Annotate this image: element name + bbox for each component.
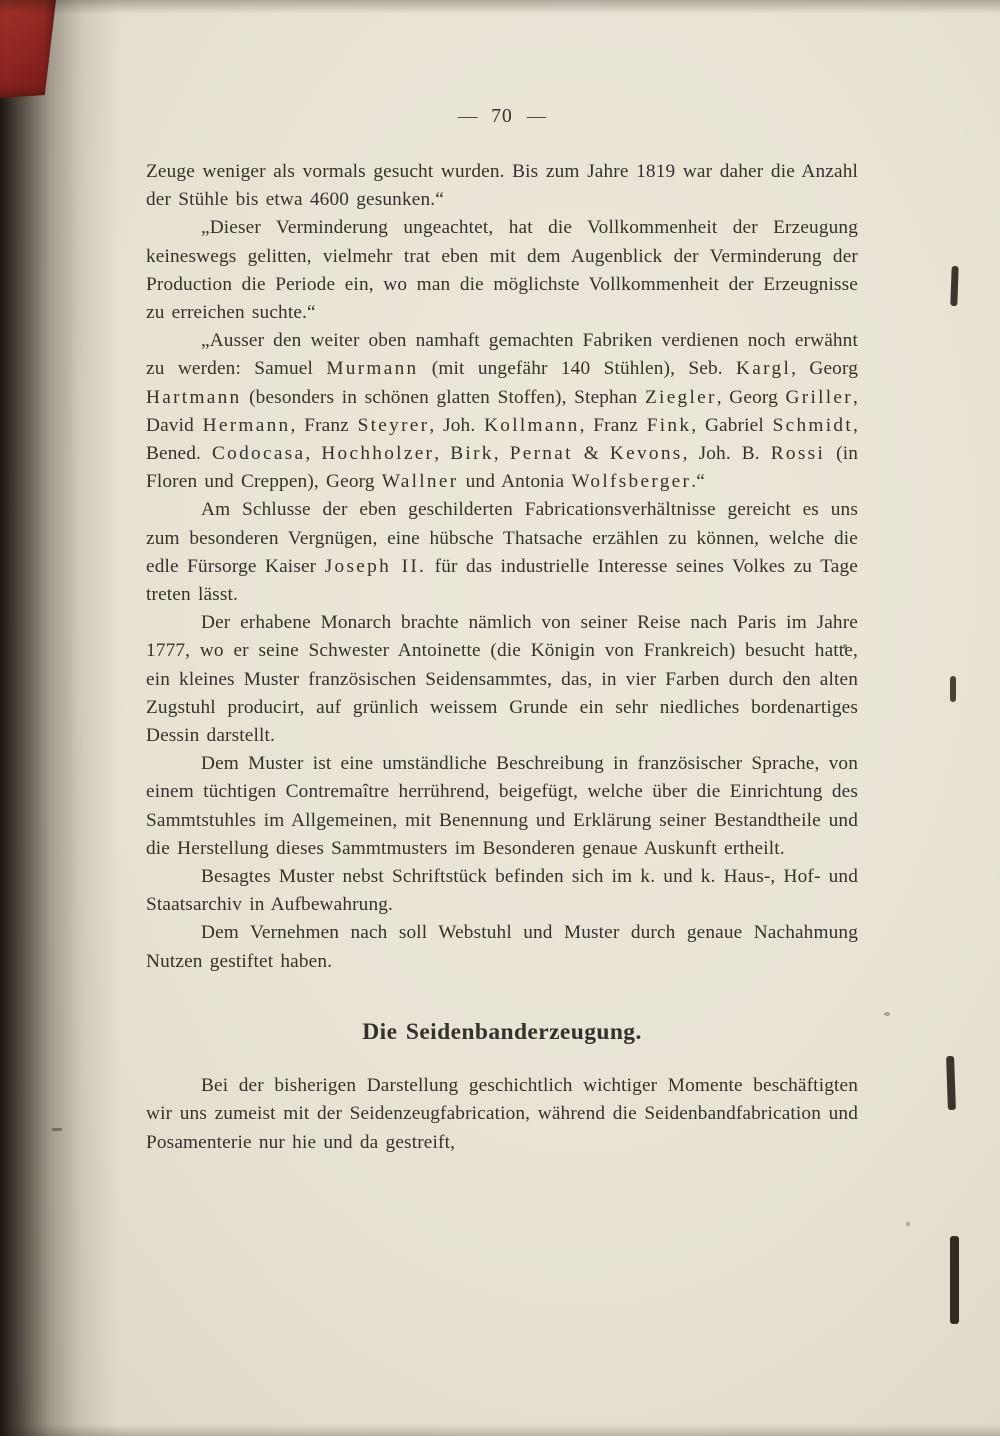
text-run: & — [572, 443, 610, 465]
text-run: (in Floren und Creppen), Georg — [146, 443, 859, 493]
text-run: Bei der bisherigen Darstellung geschichtlich wichtiger Momente beschäftigten wir uns zumeist mit der Seidenzeugfabrication, während die Seidenbandfabrication und Posamenterie nur hie und da gestreift, — [146, 1075, 858, 1153]
letterspaced-name: Joseph II. — [324, 555, 427, 577]
text-run: , Bened. — [146, 414, 858, 465]
paragraph — [146, 214, 858, 327]
paper-speck — [884, 1012, 890, 1016]
letterspaced-name: Kevons — [609, 443, 683, 465]
paper-speck — [52, 1128, 62, 1131]
letterspaced-name: Birk — [450, 443, 494, 465]
text-run: , Joh. — [429, 414, 485, 436]
page-edge-mark — [950, 1236, 959, 1324]
letterspaced-name: Ziegler — [644, 386, 717, 408]
text-run: , — [305, 443, 322, 465]
letterspaced-name: Schmidt — [772, 414, 853, 436]
text-run: , Gabriel — [691, 414, 773, 436]
text-run: (besonders in schönen glatten Stoffen), Stephan — [241, 386, 645, 408]
text-run: Dem Vernehmen nach soll Webstuhl und Muster durch genaue Nachahmung Nutzen gestiftet haben. — [146, 922, 858, 972]
paragraph — [146, 327, 858, 496]
text-run: „Ausser den weiter oben namhaft gemachten Fabriken verdienen noch erwähnt zu werden: Samuel — [146, 330, 858, 380]
letterspaced-name: Pernat — [509, 443, 573, 465]
letterspaced-name: Fink — [646, 414, 692, 436]
page-edge-mark — [950, 676, 956, 702]
text-run: und Antonia — [458, 471, 572, 493]
bottom-edge-shadow — [0, 1424, 1000, 1436]
letterspaced-name: Hartmann — [146, 386, 242, 408]
red-cover-edge — [0, 0, 56, 98]
text-run: , Joh. B. — [682, 443, 771, 465]
paper-speck — [906, 1222, 910, 1226]
letterspaced-name: Kollmann — [484, 414, 580, 436]
paragraph — [146, 919, 858, 975]
text-run: (mit ungefähr 140 Stühlen), Seb. — [418, 358, 737, 380]
text-run: , Georg — [716, 386, 786, 408]
letterspaced-name: Wolfsberger — [571, 471, 692, 493]
paragraph — [146, 863, 858, 919]
letterspaced-name: Wallner — [381, 471, 459, 493]
text-run: , David — [146, 386, 858, 436]
text-run: , Georg — [791, 358, 858, 380]
letterspaced-name: Hochholzer — [321, 443, 435, 465]
letterspaced-name: Murmann — [326, 358, 419, 380]
letterspaced-name: Codocasa — [211, 443, 306, 465]
page-body — [146, 158, 858, 1157]
text-run: für das industrielle Interesse seines Volkes zu Tage treten lässt. — [146, 555, 858, 606]
text-run: , Franz — [579, 414, 647, 436]
page-number-dash-right: — — [526, 106, 547, 127]
section-heading: Die Seidenbanderzeugung. — [362, 1018, 642, 1045]
paragraph — [146, 1072, 858, 1157]
top-edge-shadow — [0, 0, 1000, 14]
letterspaced-name: Hermann — [202, 414, 291, 436]
paragraph — [146, 158, 858, 214]
binding-gutter-shadow — [0, 0, 120, 1436]
letterspaced-name: Griller — [785, 386, 853, 408]
letterspaced-name: Steyrer — [357, 414, 430, 436]
page-edge-mark — [946, 1056, 956, 1110]
page-number-value: 70 — [491, 106, 513, 127]
paragraph — [146, 609, 858, 750]
text-run: Am Schlusse der eben geschilderten Fabricationsverhältnisse gereicht es uns zum besonderen Vergnügen, eine hübsche Thatsache erzählen zu können, welche die edle Fürsorge Kaiser — [146, 499, 858, 577]
text-run: , — [434, 443, 451, 465]
text-run: Dem Muster ist eine umständliche Beschreibung in französischer Sprache, von einem tüchtigen Contremaître herrührend, beigefügt, welche über die Einrichtung des Sammtstuhles im Allgemeinen, mit Benennung und Erklärung seiner Bestandtheile und die Herstellung dieses Sammtmusters im Besonderen genaue Auskunft ertheilt. — [146, 753, 858, 859]
page-number — [146, 106, 858, 128]
text-run: Besagtes Muster nebst Schriftstück befinden sich im k. und k. Haus-, Hof- und Staatsarchiv in Aufbewahrung. — [146, 866, 858, 916]
paragraph — [146, 750, 858, 863]
letterspaced-name: Kargl — [736, 358, 792, 380]
page-number-dash-left: — — [457, 106, 478, 127]
letterspaced-name: Rossi — [770, 443, 826, 465]
page-edge-mark — [950, 266, 958, 306]
text-run: „Dieser Verminderung ungeachtet, hat die Vollkommenheit der Erzeugung keineswegs gelitten, vielmehr trat eben mit dem Augenblick der Verminderung der Production die Periode ein, wo man die möglichste Vollkommenheit der Erzeugnisse zu erreichen suchte.“ — [146, 217, 858, 324]
paragraph — [146, 496, 858, 609]
text-run: Der erhabene Monarch brachte nämlich von seiner Reise nach Paris im Jahre 1777, wo er seine Schwester Antoinette (die Königin von Frankreich) besucht hatte, ein kleines Muster französischen Seidensammtes, das, in vier Farben durch den alten Zugstuhl producirt, auf grünlich weissem Grunde ein sehr niedliches bordenartiges Dessin darstellt. — [146, 612, 858, 747]
text-run: Zeuge weniger als vormals gesucht wurden. Bis zum Jahre 1819 war daher die Anzahl der Stühle bis etwa 4600 gesunken.“ — [146, 161, 858, 211]
text-run: .“ — [691, 471, 705, 493]
text-run: , Franz — [290, 414, 358, 436]
text-run: , — [493, 443, 510, 465]
